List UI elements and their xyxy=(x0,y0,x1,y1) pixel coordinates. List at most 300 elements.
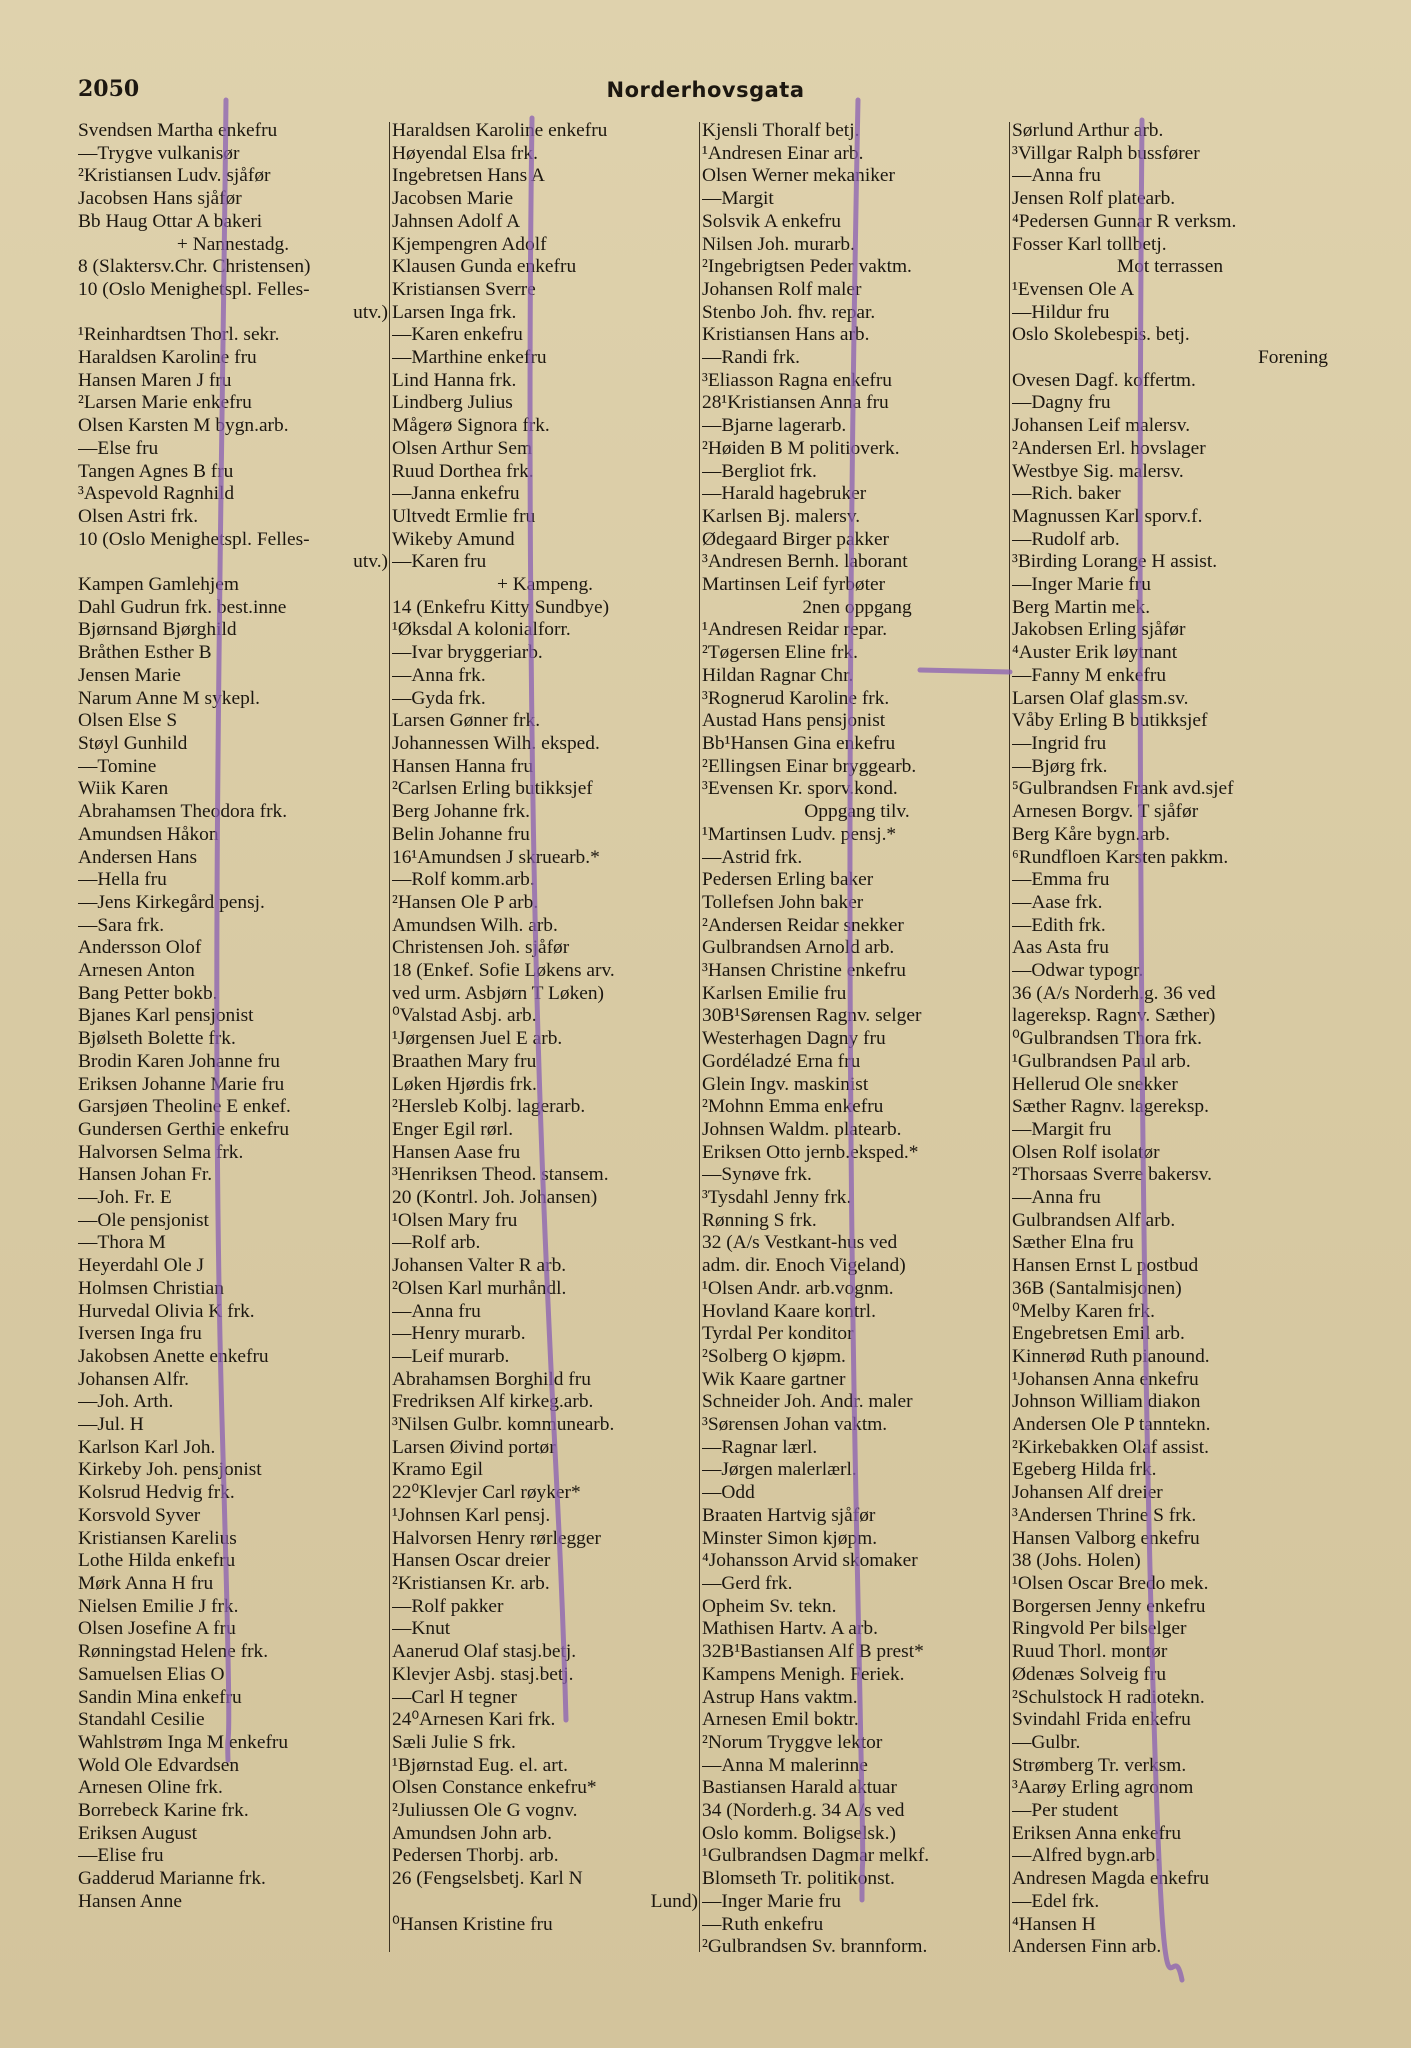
directory-entry: Westbye Sig. malersv. xyxy=(1012,460,1184,482)
directory-entry: Gadderud Marianne frk. xyxy=(78,1868,266,1890)
directory-entry: Gulbrandsen Alf arb. xyxy=(1012,1209,1176,1231)
directory-entry: 32B¹Bastiansen Alf B prest* xyxy=(702,1641,924,1663)
directory-entry: ¹Olsen Mary fru xyxy=(392,1209,518,1231)
directory-entry: Arnesen Oline frk. xyxy=(78,1777,223,1799)
directory-entry: ²Norum Tryggve lektor xyxy=(702,1731,883,1753)
directory-entry: ¹Olsen Oscar Bredo mek. xyxy=(1012,1573,1209,1594)
directory-entry: Hansen Johan Fr. xyxy=(78,1164,213,1186)
directory-entry: Arnesen Borgv. T sjåfør xyxy=(1012,801,1199,823)
directory-entry: —Joh. Arth. xyxy=(78,1391,174,1413)
directory-entry: Amundsen Wilh. arb. xyxy=(392,914,558,936)
directory-entry: Abrahamsen Borghild fru xyxy=(392,1368,591,1390)
directory-entry: ²Hersleb Kolbj. lagerarb. xyxy=(392,1096,586,1118)
directory-entry: Johannessen Wilh. eksped. xyxy=(392,732,600,754)
directory-entry: Berg Martin mek. xyxy=(1012,596,1151,618)
directory-entry: Jakobsen Erling sjåfør xyxy=(1012,619,1186,641)
directory-entry: Wold Ole Edvardsen xyxy=(78,1754,240,1776)
directory-entry: Tyrdal Per konditor xyxy=(702,1323,854,1345)
directory-entry: ²Ellingsen Einar bryggearb. xyxy=(702,755,917,777)
directory-entry: —Bergliot frk. xyxy=(702,460,817,482)
directory-entry: ¹Jørgensen Juel E arb. xyxy=(392,1028,563,1050)
directory-entry: Hurvedal Olivia K frk. xyxy=(78,1300,255,1322)
directory-entry: utv.) xyxy=(353,301,388,323)
directory-entry: Svindahl Frida enkefru xyxy=(1012,1709,1191,1731)
directory-entry: Astrup Hans vaktm. xyxy=(702,1686,858,1708)
directory-entry: Borgersen Jenny enkefru xyxy=(1012,1595,1206,1617)
directory-entry: 10 (Oslo Menighetspl. Felles- xyxy=(78,278,310,300)
directory-entry: Eriksen August xyxy=(78,1822,198,1844)
directory-entry: ³Andresen Bernh. laborant xyxy=(702,551,908,573)
directory-entry: Kristiansen Sverre xyxy=(392,278,536,300)
directory-entry: —Rolf arb. xyxy=(392,1232,481,1254)
directory-entry: —Ivar bryggeriarb. xyxy=(392,642,543,664)
directory-entry: ²Mohnn Emma enkefru xyxy=(702,1096,884,1118)
directory-entry: —Rudolf arb. xyxy=(1012,528,1120,550)
directory-entry: —Jul. H xyxy=(78,1414,144,1436)
directory-entry: Amundsen Håkon xyxy=(78,823,219,845)
directory-entry: Larsen Inga frk. xyxy=(392,301,517,323)
directory-entry: Hansen Hanna fru xyxy=(392,755,534,777)
column-divider xyxy=(699,122,700,1952)
directory-entry: ²Ingebrigtsen Peder vaktm. xyxy=(702,256,912,278)
directory-entry: —Sara frk. xyxy=(78,914,165,936)
directory-entry: ²Juliussen Ole G vognv. xyxy=(392,1800,578,1822)
directory-entry: —Margit xyxy=(702,188,774,210)
directory-entry: —Rolf pakker xyxy=(392,1595,504,1617)
directory-entry: ¹Andresen Reidar repar. xyxy=(702,619,888,641)
directory-entry: Ringvold Per bilselger xyxy=(1012,1618,1187,1640)
directory-entry: Haraldsen Karoline enkefru xyxy=(392,120,608,141)
directory-entry: 32 (A/s Vestkant-hus ved xyxy=(702,1232,898,1254)
directory-entry: ²Høiden B M politioverk. xyxy=(702,437,900,459)
directory-entry: Olsen Werner mekaniker xyxy=(702,165,895,187)
directory-entry: Andersen Ole P tanntekn. xyxy=(1012,1414,1211,1436)
directory-entry: Egeberg Hilda frk. xyxy=(1012,1459,1157,1481)
directory-entry: Minster Simon kjøpm. xyxy=(702,1527,878,1549)
directory-entry: —Anna M malerinne xyxy=(702,1754,868,1776)
directory-entry: ¹Olsen Andr. arb.vognm. xyxy=(702,1277,894,1299)
directory-entry: Løken Hjørdis frk. xyxy=(392,1073,537,1095)
directory-entry: Heyerdahl Ole J xyxy=(78,1255,204,1277)
directory-entry: —Ole pensjonist xyxy=(78,1209,209,1231)
directory-entry: —Randi frk. xyxy=(702,347,801,369)
directory-entry: Ødegaard Birger pakker xyxy=(702,528,890,550)
directory-entry: Kampen Gamlehjem xyxy=(78,574,239,596)
directory-entry: ²Carlsen Erling butikksjef xyxy=(392,778,593,800)
directory-entry: ³Henriksen Theod. stansem. xyxy=(392,1164,609,1186)
directory-entry: —Janna enkefru xyxy=(392,483,520,505)
directory-entry: Lind Hanna frk. xyxy=(392,369,517,391)
directory-entry: ⁶Rundfloen Karsten pakkm. xyxy=(1012,846,1229,868)
directory-entry: —Karen enkefru xyxy=(392,324,523,346)
directory-entry: Fosser Karl tollbetj. xyxy=(1012,233,1167,255)
directory-entry: Eriksen Anna enkefru xyxy=(1012,1822,1182,1844)
directory-entry: Hansen Aase fru xyxy=(392,1141,521,1163)
directory-entry: Bjølseth Bolette frk. xyxy=(78,1028,236,1050)
directory-entry: Korsvold Syver xyxy=(78,1504,201,1526)
directory-entry: —Jens Kirkegård pensj. xyxy=(78,891,265,913)
directory-entry: ³Evensen Kr. sporv.kond. xyxy=(702,778,898,800)
directory-entry: Hildan Ragnar Chr. xyxy=(702,664,854,686)
directory-entry: ⁰Valstad Asbj. arb. xyxy=(392,1005,537,1027)
directory-entry: ¹Martinsen Ludv. pensj.* xyxy=(702,823,897,845)
directory-entry: —Edel frk. xyxy=(1012,1890,1100,1912)
directory-entry: Mathisen Hartv. A arb. xyxy=(702,1618,878,1640)
directory-entry: ²Kristiansen Ludv. sjåfør xyxy=(78,165,271,187)
directory-entry: Karlsen Bj. malersv. xyxy=(702,505,861,527)
directory-entry: Olsen Rolf isolatør xyxy=(1012,1141,1160,1163)
directory-entry: Ultvedt Ermlie fru xyxy=(392,505,536,527)
directory-entry: Gundersen Gerthie enkefru xyxy=(78,1118,290,1140)
directory-column-4 xyxy=(1012,120,1328,1960)
directory-entry: Tollefsen John baker xyxy=(702,891,864,913)
directory-entry: Johansen Leif malersv. xyxy=(1012,415,1191,437)
directory-entry: ²Hansen Ole P arb. xyxy=(392,891,539,913)
directory-entry: Narum Anne M sykepl. xyxy=(78,687,261,709)
directory-entry: —Bjørg frk. xyxy=(1012,755,1108,777)
directory-entry: Jacobsen Hans sjåfør xyxy=(78,188,242,210)
directory-entry: lagereksp. Ragnv. Sæther) xyxy=(1012,1005,1216,1027)
directory-entry: ¹Johnsen Karl pensj. xyxy=(392,1504,551,1526)
directory-entry: 28¹Kristiansen Anna fru xyxy=(702,392,889,414)
directory-entry: Hansen Valborg enkefru xyxy=(1012,1527,1200,1549)
directory-entry: —Knut xyxy=(392,1618,451,1640)
directory-entry: Halvorsen Selma frk. xyxy=(78,1141,244,1163)
directory-entry: Wikeby Amund xyxy=(392,528,515,550)
directory-entry: Aanerud Olaf stasj.betj. xyxy=(392,1641,577,1663)
directory-entry: Wik Kaare gartner xyxy=(702,1368,846,1390)
directory-entry: Amundsen John arb. xyxy=(392,1822,552,1844)
directory-entry: Kjempengren Adolf xyxy=(392,233,547,255)
directory-entry: Aas Asta fru xyxy=(1012,937,1109,959)
directory-entry: Belin Johanne fru xyxy=(392,823,530,845)
directory-entry: Samuelsen Elias O xyxy=(78,1663,225,1685)
directory-entry: Wahlstrøm Inga M enkefru xyxy=(78,1731,289,1753)
directory-entry: Tangen Agnes B fru xyxy=(78,460,234,482)
directory-entry: Wiik Karen xyxy=(78,778,169,800)
directory-entry: Støyl Gunhild xyxy=(78,732,188,754)
directory-entry: Rønningstad Helene frk. xyxy=(78,1641,269,1663)
directory-entry: Klausen Gunda enkefru xyxy=(392,256,577,278)
directory-entry: 24⁰Arnesen Kari frk. xyxy=(392,1709,556,1731)
directory-entry: Fredriksen Alf kirkeg.arb. xyxy=(392,1391,594,1413)
directory-entry: Eriksen Johanne Marie fru xyxy=(78,1073,285,1095)
directory-entry: Nielsen Emilie J frk. xyxy=(78,1595,239,1617)
directory-entry: Blomseth Tr. politikonst. xyxy=(702,1868,895,1890)
directory-entry: ⁰Melby Karen frk. xyxy=(1012,1300,1155,1322)
directory-entry: Høyendal Elsa frk. xyxy=(392,142,538,164)
directory-entry: ³Eliasson Ragna enkefru xyxy=(702,369,892,391)
directory-entry: —Alfred bygn.arb. xyxy=(1012,1845,1161,1867)
directory-entry: Berg Johanne frk. xyxy=(392,801,531,823)
directory-entry: Svendsen Martha enkefru xyxy=(78,120,278,141)
directory-entry: —Odwar typogr. xyxy=(1012,960,1144,982)
directory-entry: —Anna fru xyxy=(1012,1187,1101,1209)
directory-entry: —Jørgen malerlærl. xyxy=(702,1459,857,1481)
directory-entry: Halvorsen Henry rørlegger xyxy=(392,1527,601,1549)
directory-entry: —Anna fru xyxy=(392,1300,481,1322)
directory-entry: ¹Gulbrandsen Paul arb. xyxy=(1012,1050,1191,1072)
directory-entry: Jakobsen Anette enkefru xyxy=(78,1345,269,1367)
directory-entry: Karlsen Emilie fru xyxy=(702,982,847,1004)
directory-entry: adm. dir. Enoch Vigeland) xyxy=(702,1255,906,1277)
directory-entry: Engebretsen Emil arb. xyxy=(1012,1323,1185,1345)
directory-entry: Hovland Kaare kontrl. xyxy=(702,1300,876,1322)
directory-entry: Kolsrud Hedvig frk. xyxy=(78,1482,235,1504)
directory-entry: Austad Hans pensjonist xyxy=(702,710,886,732)
directory-entry: —Synøve frk. xyxy=(702,1164,812,1186)
directory-entry: —Aase frk. xyxy=(1012,891,1103,913)
directory-entry: —Trygve vulkanisør xyxy=(78,142,240,164)
directory-entry: —Edith frk. xyxy=(1012,914,1106,936)
directory-entry: Opheim Sv. tekn. xyxy=(702,1595,837,1617)
directory-entry: Olsen Arthur Sem xyxy=(392,437,533,459)
directory-entry: Borrebeck Karine frk. xyxy=(78,1800,249,1822)
directory-entry: ⁰Hansen Kristine fru xyxy=(392,1913,553,1935)
directory-entry: ³Nilsen Gulbr. kommunearb. xyxy=(392,1414,615,1436)
directory-entry: ¹Gulbrandsen Dagmar melkf. xyxy=(702,1845,930,1867)
directory-entry: ³Birding Lorange H assist. xyxy=(1012,551,1218,573)
directory-entry: 36 (A/s Norderh.g. 36 ved xyxy=(1012,982,1216,1004)
directory-entry: Olsen Else S xyxy=(78,710,178,732)
directory-entry: Nilsen Joh. murarb. xyxy=(702,233,855,255)
directory-entry: Lindberg Julius xyxy=(392,392,513,414)
directory-entry: —Bjarne lagerarb. xyxy=(702,415,847,437)
directory-entry: ⁵Gulbrandsen Frank avd.sjef xyxy=(1012,778,1234,800)
directory-entry: —Joh. Fr. E xyxy=(78,1187,172,1209)
directory-entry: —Ruth enkefru xyxy=(702,1913,824,1935)
directory-entry: Dahl Gudrun frk. best.inne xyxy=(78,596,287,618)
directory-entry: Hansen Oscar dreier xyxy=(392,1550,551,1572)
directory-entry: —Gyda frk. xyxy=(392,687,486,709)
directory-entry: Andersen Hans xyxy=(78,846,198,868)
directory-entry: ²Tøgersen Eline frk. xyxy=(702,642,859,664)
directory-entry: ³Villgar Ralph bussfører xyxy=(1012,142,1200,164)
directory-entry: Sæther Elna fru xyxy=(1012,1232,1134,1254)
directory-entry: ³Rognerud Karoline frk. xyxy=(702,687,890,709)
directory-entry: Karlson Karl Joh. xyxy=(78,1436,216,1458)
directory-entry: ⁴Pedersen Gunnar R verksm. xyxy=(1012,210,1237,232)
directory-entry: Braaten Hartvig sjåfør xyxy=(702,1504,876,1526)
directory-entry: 22⁰Klevjer Carl røyker* xyxy=(392,1482,581,1504)
directory-entry: Hansen Anne xyxy=(78,1890,182,1912)
directory-entry: Kristiansen Hans arb. xyxy=(702,324,870,346)
directory-entry: Jacobsen Marie xyxy=(392,188,514,210)
directory-entry: —Rolf komm.arb. xyxy=(392,869,535,891)
directory-entry: —Carl H tegner xyxy=(392,1686,517,1708)
directory-entry: Larsen Olaf glassm.sv. xyxy=(1012,687,1189,709)
directory-entry: 10 (Oslo Menighetspl. Felles- xyxy=(78,528,310,550)
directory-entry: ²Kirkebakken Olaf assist. xyxy=(1012,1436,1209,1458)
directory-entry: Johnsen Waldm. platearb. xyxy=(702,1118,902,1140)
directory-entry: Olsen Karsten M bygn.arb. xyxy=(78,415,289,437)
directory-entry: ⁴Auster Erik løytnant xyxy=(1012,642,1178,664)
directory-entry: —Harald hagebruker xyxy=(702,483,867,505)
directory-entry: Andersson Olof xyxy=(78,937,202,959)
directory-entry: Mot terrassen xyxy=(1116,256,1224,278)
directory-entry: —Dagny fru xyxy=(1012,392,1111,414)
directory-entry: ³Hansen Christine enkefru xyxy=(702,960,906,982)
directory-entry: Standahl Cesilie xyxy=(78,1709,205,1731)
directory-entry: —Thora M xyxy=(78,1232,166,1254)
directory-entry: —Hildur fru xyxy=(1012,301,1110,323)
directory-entry: 18 (Enkef. Sofie Løkens arv. xyxy=(392,960,615,982)
directory-entry: ⁰Gulbrandsen Thora frk. xyxy=(1012,1028,1202,1050)
directory-entry: —Inger Marie fru xyxy=(702,1890,841,1912)
directory-entry: Lund) xyxy=(650,1890,698,1912)
directory-entry: —Leif murarb. xyxy=(392,1345,510,1367)
directory-entry: ⁴Hansen H xyxy=(1012,1913,1096,1935)
directory-entry: —Per student xyxy=(1012,1800,1119,1822)
directory-entry: Solsvik A enkefru xyxy=(702,210,841,232)
directory-entry: ²Gulbrandsen Sv. brannform. xyxy=(702,1936,928,1958)
directory-entry: ¹Øksdal A kolonialforr. xyxy=(392,619,571,641)
directory-entry: —Astrid frk. xyxy=(702,846,803,868)
directory-entry: Schneider Joh. Andr. maler xyxy=(702,1391,913,1413)
street-title: Norderhovsgata xyxy=(606,78,805,102)
directory-entry: Arnesen Emil boktr. xyxy=(702,1709,859,1731)
directory-entry: Oslo komm. Boligselsk.) xyxy=(702,1822,896,1844)
directory-entry: Kinnerød Ruth pianound. xyxy=(1012,1345,1210,1367)
directory-entry: Sandin Mina enkefru xyxy=(78,1686,242,1708)
directory-entry: Kristiansen Karelius xyxy=(78,1527,237,1549)
directory-entry: Pedersen Thorbj. arb. xyxy=(392,1845,559,1867)
directory-entry: Ovesen Dagf. koffertm. xyxy=(1012,369,1196,391)
directory-entry: Bastiansen Harald aktuar xyxy=(702,1777,897,1799)
directory-entry: Gulbrandsen Arnold arb. xyxy=(702,937,895,959)
directory-entry: 26 (Fengselsbetj. Karl N xyxy=(392,1868,583,1890)
directory-entry: ¹Bjørnstad Eug. el. art. xyxy=(392,1754,568,1776)
directory-entry: Holmsen Christian xyxy=(78,1277,224,1299)
directory-entry: —Karen fru xyxy=(392,551,487,573)
directory-entry: —Tomine xyxy=(78,755,157,777)
directory-entry: —Emma fru xyxy=(1012,869,1110,891)
directory-entry: ¹Reinhardtsen Thorl. sekr. xyxy=(78,324,280,346)
directory-entry: Braathen Mary fru xyxy=(392,1050,537,1072)
directory-entry: ³Aspevold Ragnhild xyxy=(78,483,235,505)
directory-entry: Johansen Alfr. xyxy=(78,1368,189,1390)
directory-entry: ³Andersen Thrine S frk. xyxy=(1012,1504,1197,1526)
directory-entry: Bb¹Hansen Gina enkefru xyxy=(702,732,896,754)
directory-entry: + Nannestadg. xyxy=(176,233,290,255)
directory-entry: Enger Egil rørl. xyxy=(392,1118,514,1140)
directory-entry: —Anna fru xyxy=(1012,165,1101,187)
directory-entry: —Ingrid fru xyxy=(1012,732,1107,754)
directory-entry: 38 (Johs. Holen) xyxy=(1012,1550,1141,1572)
directory-entry: ¹Evensen Ole A xyxy=(1012,278,1135,300)
directory-entry: ³Aarøy Erling agronom xyxy=(1012,1777,1194,1799)
directory-entry: Ruud Thorl. montør xyxy=(1012,1641,1168,1663)
directory-entry: Haraldsen Karoline fru xyxy=(78,347,257,369)
directory-entry: Johansen Alf dreier xyxy=(1012,1482,1163,1504)
directory-entry: Johnson William diakon xyxy=(1012,1391,1201,1413)
column-divider xyxy=(1009,122,1010,1952)
directory-entry: —Else fru xyxy=(78,437,159,459)
directory-entry: Glein Ingv. maskinist xyxy=(702,1073,869,1095)
directory-entry: ²Olsen Karl murhåndl. xyxy=(392,1277,567,1299)
directory-entry: ³Tysdahl Jenny frk. xyxy=(702,1187,852,1209)
directory-entry: Oslo Skolebespis. betj. xyxy=(1012,324,1190,346)
directory-entry: Garsjøen Theoline E enkef. xyxy=(78,1096,291,1118)
directory-entry: Kramo Egil xyxy=(392,1459,484,1481)
directory-entry: ⁴Johansson Arvid skomaker xyxy=(702,1550,918,1572)
directory-entry: Sæther Ragnv. lagereksp. xyxy=(1012,1096,1209,1118)
directory-entry: Andersen Finn arb. xyxy=(1012,1936,1162,1958)
directory-entry: 8 (Slaktersv.Chr. Christensen) xyxy=(78,256,311,278)
directory-entry: —Inger Marie fru xyxy=(1012,574,1151,596)
directory-entry: ²Andersen Erl. hovslager xyxy=(1012,437,1206,459)
directory-entry: Andresen Magda enkefru xyxy=(1012,1868,1210,1890)
directory-entry: Johansen Valter R arb. xyxy=(392,1255,567,1277)
directory-entry: Hansen Maren J fru xyxy=(78,369,232,391)
directory-entry: Kampens Menigh. Feriek. xyxy=(702,1663,905,1685)
directory-entry: ¹Johansen Anna enkefru xyxy=(1012,1368,1199,1390)
directory-column-2 xyxy=(392,120,698,1960)
directory-entry: ¹Andresen Einar arb. xyxy=(702,142,864,164)
directory-entry: —Elise fru xyxy=(78,1845,164,1867)
directory-entry: Johansen Rolf maler xyxy=(702,278,862,300)
directory-entry: Christensen Joh. sjåfør xyxy=(392,937,570,959)
directory-entry: Kirkeby Joh. pensjonist xyxy=(78,1459,262,1481)
directory-entry: 34 (Norderh.g. 34 A/s ved xyxy=(702,1800,905,1822)
directory-entry: Rønning S frk. xyxy=(702,1209,817,1231)
directory-entry: Ødenæs Solveig fru xyxy=(1012,1663,1167,1685)
directory-entry: ²Andersen Reidar snekker xyxy=(702,914,904,936)
directory-entry: Arnesen Anton xyxy=(78,960,195,982)
directory-entry: Strømberg Tr. verksm. xyxy=(1012,1754,1187,1776)
directory-entry: ²Kristiansen Kr. arb. xyxy=(392,1573,550,1594)
directory-entry: Eriksen Otto jernb.eksped.* xyxy=(702,1141,919,1163)
directory-entry: Oppgang tilv. xyxy=(804,801,910,823)
directory-entry: Bb Haug Ottar A bakeri xyxy=(78,210,263,232)
directory-entry: Stenbo Joh. fhv. repar. xyxy=(702,301,876,323)
directory-entry: Westerhagen Dagny fru xyxy=(702,1028,886,1050)
directory-entry: Olsen Astri frk. xyxy=(78,505,199,527)
directory-entry: —Fanny M enkefru xyxy=(1012,664,1167,686)
directory-column-3 xyxy=(702,120,1012,1960)
directory-entry: —Ragnar lærl. xyxy=(702,1436,818,1458)
directory-entry: 36B (Santalmisjonen) xyxy=(1012,1277,1182,1299)
directory-entry: —Margit fru xyxy=(1012,1118,1112,1140)
directory-entry: Hellerud Ole snekker xyxy=(1012,1073,1178,1095)
directory-entry: —Marthine enkefru xyxy=(392,347,547,369)
directory-entry: Abrahamsen Theodora frk. xyxy=(78,801,288,823)
directory-entry: ²Solberg O kjøpm. xyxy=(702,1345,846,1367)
directory-entry: Martinsen Leif fyrbøter xyxy=(702,574,886,596)
directory-entry: ³Sørensen Johan vaktm. xyxy=(702,1414,888,1436)
directory-entry: Gordéladzé Erna fru xyxy=(702,1050,861,1072)
directory-entry: 16¹Amundsen J skruearb.* xyxy=(392,846,600,868)
directory-entry: Berg Kåre bygn.arb. xyxy=(1012,823,1170,845)
directory-entry: Magnussen Karl sporv.f. xyxy=(1012,505,1203,527)
directory-entry: —Hella fru xyxy=(78,869,167,891)
directory-entry: Våby Erling B butikksjef xyxy=(1012,710,1208,732)
directory-entry: Mågerø Signora frk. xyxy=(392,415,550,437)
directory-entry: Jahnsen Adolf A xyxy=(392,210,521,232)
directory-entry: —Gulbr. xyxy=(1012,1731,1081,1753)
directory-entry: Larsen Gønner frk. xyxy=(392,710,541,732)
directory-entry: Olsen Josefine A fru xyxy=(78,1618,236,1640)
directory-entry: Pedersen Erling baker xyxy=(702,869,874,891)
column-divider xyxy=(389,122,390,1952)
directory-entry: —Rich. baker xyxy=(1012,483,1121,505)
directory-entry: Olsen Constance enkefru* xyxy=(392,1777,597,1799)
directory-column-1 xyxy=(78,120,388,1960)
directory-entry: ²Thorsaas Sverre bakersv. xyxy=(1012,1164,1213,1186)
directory-entry: ved urm. Asbjørn T Løken) xyxy=(392,982,605,1004)
directory-entry: Ruud Dorthea frk. xyxy=(392,460,534,482)
page-number: 2050 xyxy=(78,76,140,102)
